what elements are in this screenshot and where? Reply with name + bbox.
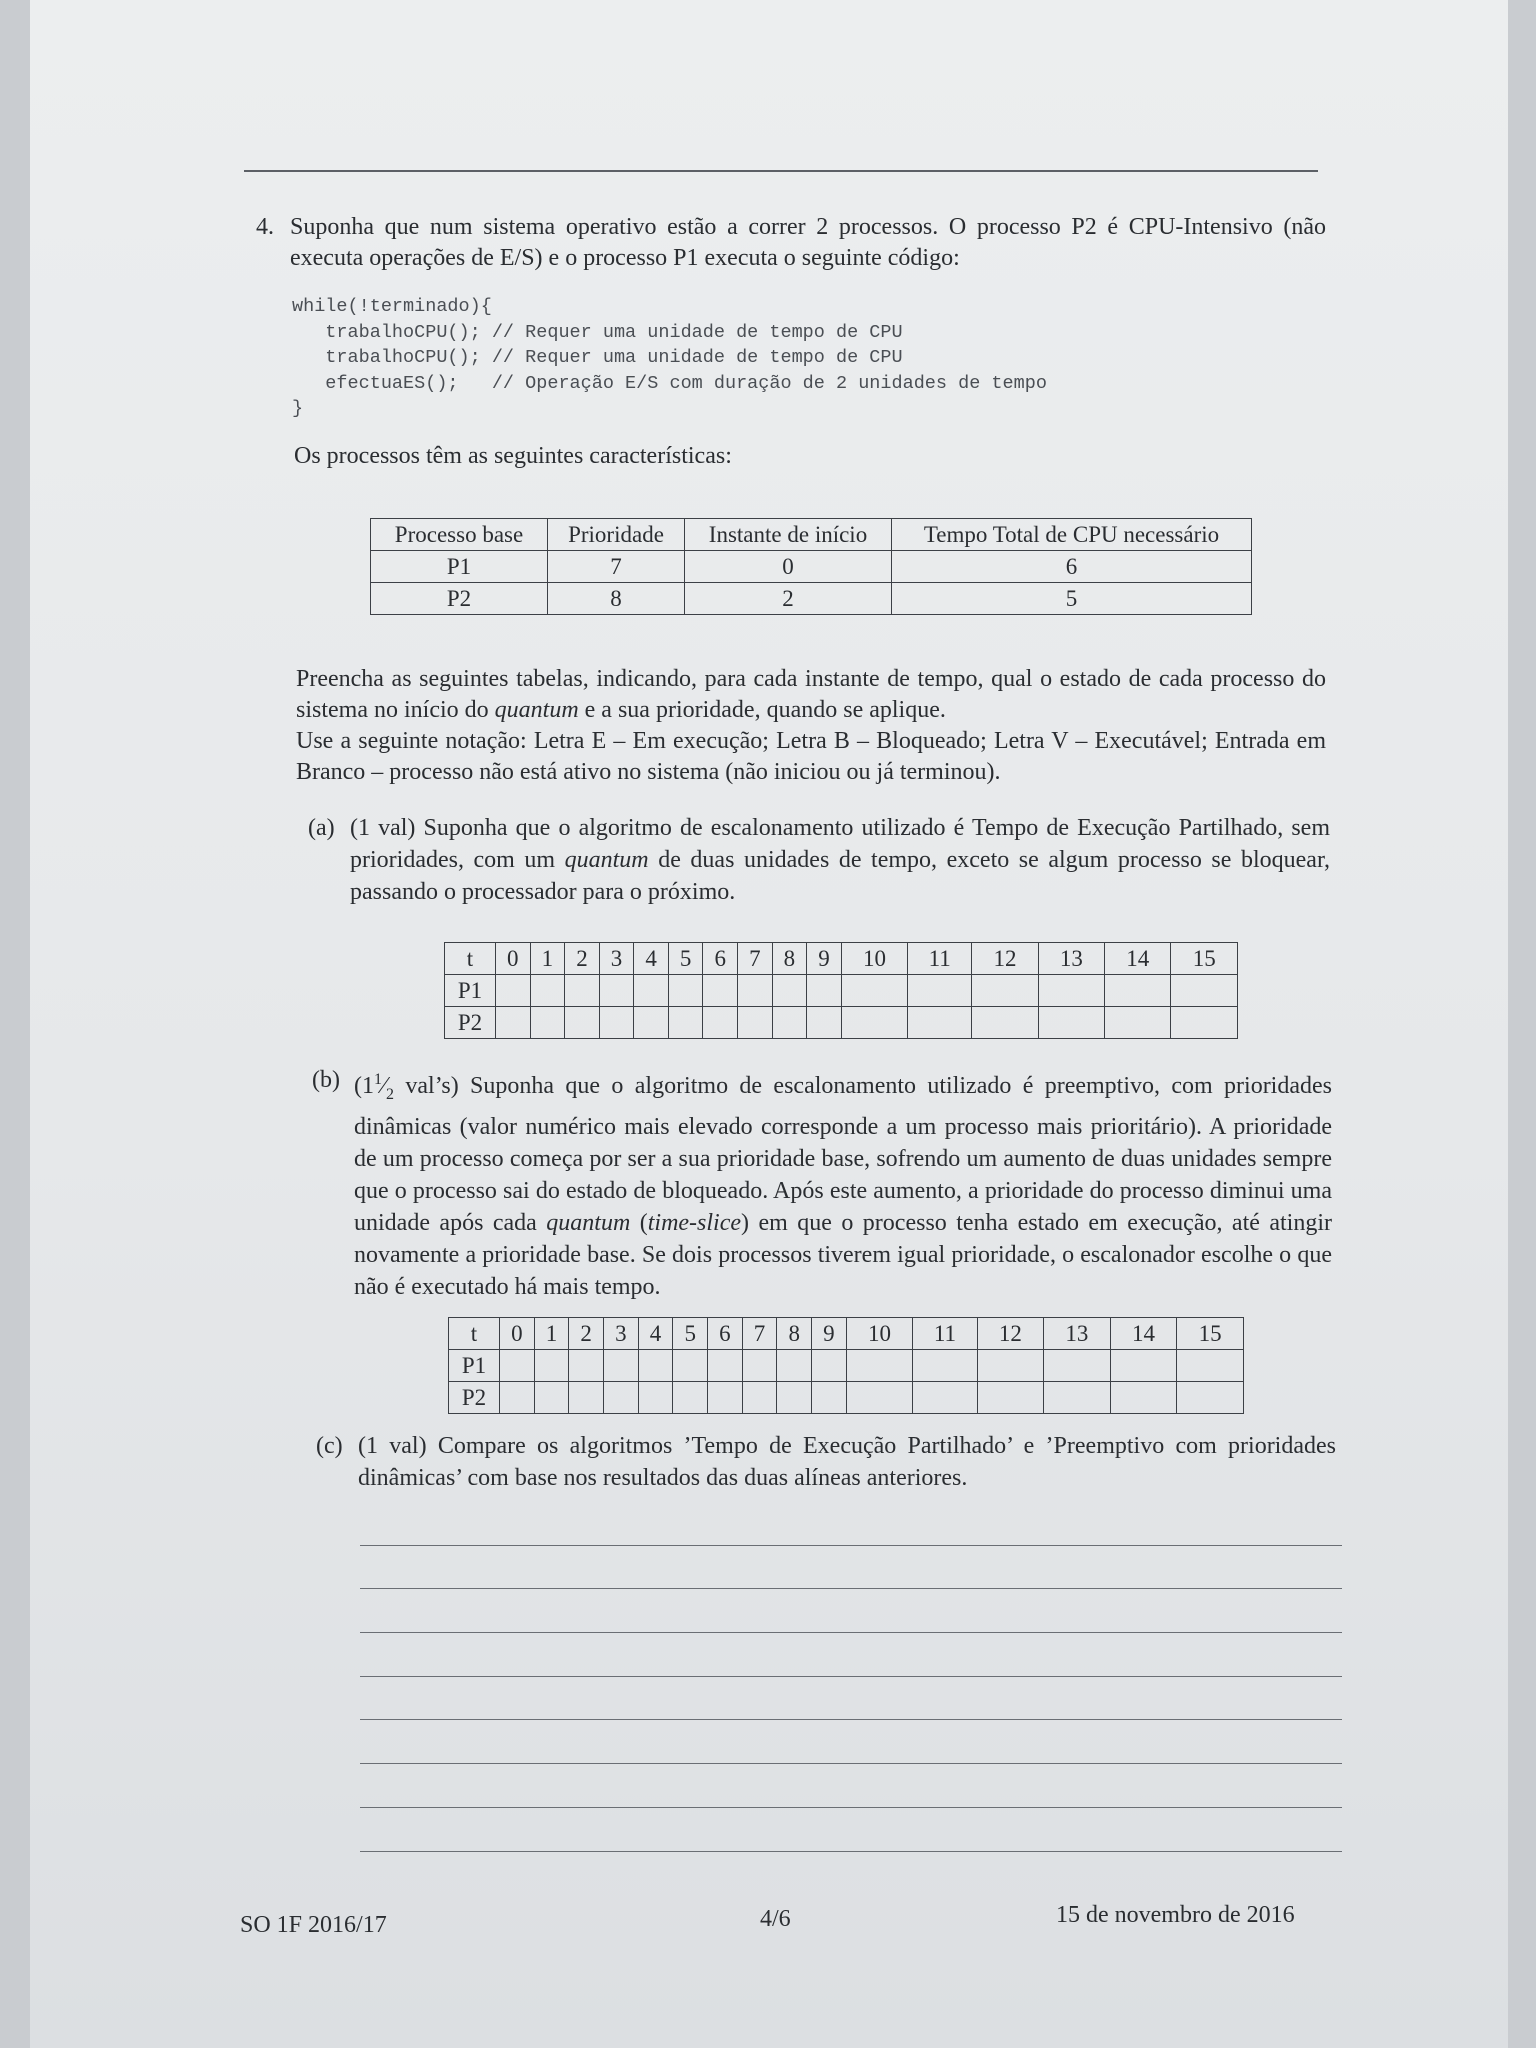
state-cell[interactable]	[496, 975, 531, 1007]
time-header-cell: 1	[534, 1318, 569, 1350]
process-label-cell: P1	[445, 975, 496, 1007]
notation-text: Use a seguinte notação: Letra E – Em execução; Letra B – Bloqueado; Letra V – Executável; Entrada em Branco – processo não está ativo no sistema (não iniciou ou já terminou).	[296, 728, 1326, 785]
question-4	[256, 212, 1326, 274]
code-line: efectuaES(); // Operação E/S com duração de 2 unidades de tempo	[292, 372, 1047, 394]
time-header-row	[449, 1318, 1244, 1350]
state-cell[interactable]	[812, 1382, 847, 1414]
state-cell[interactable]	[604, 1350, 639, 1382]
p1-row	[449, 1350, 1244, 1382]
footer-date: 15 de novembro de 2016	[1056, 1902, 1295, 1928]
table-row	[371, 551, 1252, 583]
state-cell[interactable]	[846, 1382, 913, 1414]
process-label-cell: P1	[449, 1350, 500, 1382]
time-header-cell: 4	[634, 943, 669, 975]
state-cell[interactable]	[673, 1350, 708, 1382]
state-cell[interactable]	[668, 975, 703, 1007]
p1-row	[445, 975, 1238, 1007]
state-cell[interactable]	[530, 1007, 565, 1039]
state-cell[interactable]	[565, 975, 600, 1007]
state-cell[interactable]	[977, 1350, 1044, 1382]
state-cell[interactable]	[772, 975, 807, 1007]
state-cell[interactable]	[708, 1350, 743, 1382]
header-rule	[244, 170, 1318, 172]
time-header-cell: 5	[673, 1318, 708, 1350]
state-cell[interactable]	[738, 975, 773, 1007]
part-text: (1 val) Compare os algoritmos ’Tempo de Execução Partilhado’ e ’Preemptivo com prioridades dinâmicas’ com base nos resultados das duas alíneas anteriores.	[358, 1433, 1336, 1491]
state-cell[interactable]	[634, 975, 669, 1007]
state-cell[interactable]	[604, 1382, 639, 1414]
time-header-cell: 2	[569, 1318, 604, 1350]
cell: 5	[892, 583, 1252, 615]
state-cell[interactable]	[500, 1350, 535, 1382]
state-cell[interactable]	[1038, 975, 1104, 1007]
header-cell: Processo base	[371, 519, 548, 551]
code-line: }	[292, 398, 304, 419]
answer-lines	[360, 1502, 1342, 1852]
part-text-segment: (1 val) Suponha que o algoritmo de escalonamento utilizado é Tempo de Execução Partilhado, sem prioridades, com um	[350, 815, 1330, 873]
time-header-cell: 14	[1110, 1318, 1177, 1350]
part-b	[312, 1064, 1332, 1303]
time-label-cell: t	[449, 1318, 500, 1350]
time-header-cell: 13	[1038, 943, 1104, 975]
state-cell[interactable]	[668, 1007, 703, 1039]
part-text-segment: de duas unidades de tempo, exceto se algum processo se bloquear, passando o processador para o próximo.	[350, 847, 1330, 905]
state-cell[interactable]	[742, 1350, 777, 1382]
code-line: trabalhoCPU(); // Requer uma unidade de tempo de CPU	[292, 321, 903, 343]
fraction-numerator: 1	[374, 1071, 382, 1088]
state-cell[interactable]	[703, 975, 738, 1007]
p2-row	[445, 1007, 1238, 1039]
time-header-cell: 3	[599, 943, 634, 975]
answer-line[interactable]	[360, 1502, 1342, 1546]
state-cell[interactable]	[534, 1350, 569, 1382]
time-header-cell: 11	[913, 1318, 977, 1350]
instructions-text: e a sua prioridade, quando se aplique.	[578, 697, 946, 723]
time-header-cell: 0	[496, 943, 531, 975]
time-header-cell: 0	[500, 1318, 535, 1350]
emphasis: quantum	[564, 847, 649, 873]
state-cell[interactable]	[708, 1382, 743, 1414]
time-header-cell: 9	[812, 1318, 847, 1350]
header-cell: Instante de início	[685, 519, 892, 551]
state-cell[interactable]	[1110, 1382, 1177, 1414]
state-cell[interactable]	[569, 1350, 604, 1382]
state-cell[interactable]	[812, 1350, 847, 1382]
state-cell[interactable]	[777, 1350, 812, 1382]
answer-line[interactable]	[360, 1677, 1342, 1721]
state-cell[interactable]	[1110, 1350, 1177, 1382]
cell: 0	[685, 551, 892, 583]
state-cell[interactable]	[1105, 975, 1171, 1007]
state-cell[interactable]	[530, 975, 565, 1007]
part-text: ($1^1⁄_2$ val’s) Suponha que o algoritmo de escalonamento utilizado é preemptivo, com prioridades dinâmicas (valor numérico mais elevado corresponde a um processo mais prioritário). A prioridade de um processo começa por ser a sua prioridade base, sofrendo um aumento de duas unidades sempre que o processo sai do estado de bloqueado. Após este aumento, a prioridade do processo diminui uma unidade após cada quantum (time-slice) em que o processo tenha estado em execução, até atingir novamente a prioridade base. Se dois processos tiverem igual prioridade, o escalonador escolhe o que não é executado há mais tempo.	[354, 1071, 1332, 1300]
header-cell: Tempo Total de CPU necessário	[892, 519, 1252, 551]
part-text	[350, 812, 1330, 908]
question-text: Suponha que num sistema operativo estão a correr 2 processos. O processo P2 é CPU-Intensivo (não executa operações de E/S) e o processo P1 executa o seguinte código:	[290, 214, 1326, 271]
process-label-cell: P2	[449, 1382, 500, 1414]
state-cell[interactable]	[742, 1382, 777, 1414]
fraction-denominator: 2	[386, 1085, 395, 1103]
footer-course: SO 1F 2016/17	[240, 1912, 387, 1938]
question-number: 4.	[256, 214, 274, 240]
header-cell: Prioridade	[548, 519, 685, 551]
state-cell[interactable]	[496, 1007, 531, 1039]
state-cell[interactable]	[913, 1350, 977, 1382]
emphasis: quantum	[546, 1209, 631, 1236]
state-cell[interactable]	[500, 1382, 535, 1414]
time-header-cell: 6	[708, 1318, 743, 1350]
part-text-segment: ) em que o processo tenha estado em execução, até atingir novamente a prioridade base. Se dois processos tiverem igual prioridade, o escalonador escolhe o que não é executado há mais tempo.	[354, 1209, 1332, 1300]
timeline-table-a	[444, 942, 1238, 1039]
state-cell[interactable]	[972, 1007, 1038, 1039]
state-cell[interactable]	[569, 1382, 604, 1414]
exam-page	[30, 0, 1508, 2048]
state-cell[interactable]	[1038, 1007, 1104, 1039]
state-cell[interactable]	[703, 1007, 738, 1039]
answer-line[interactable]	[360, 1720, 1342, 1764]
time-header-cell: 12	[977, 1318, 1044, 1350]
state-cell[interactable]	[807, 975, 842, 1007]
part-label: (c)	[316, 1433, 343, 1459]
table-intro: Os processos têm as seguintes características:	[294, 443, 732, 469]
state-cell[interactable]	[1171, 975, 1238, 1007]
cell: P2	[371, 583, 548, 615]
cell: P1	[371, 551, 548, 583]
cell: 7	[548, 551, 685, 583]
time-header-cell: 11	[908, 943, 972, 975]
state-cell[interactable]	[841, 975, 907, 1007]
part-text-segment: (	[630, 1209, 648, 1236]
process-label-cell: P2	[445, 1007, 496, 1039]
time-header-cell: 9	[807, 943, 842, 975]
state-cell[interactable]	[841, 1007, 907, 1039]
code-line: trabalhoCPU(); // Requer uma unidade de tempo de CPU	[292, 347, 903, 368]
state-cell[interactable]	[1044, 1350, 1111, 1382]
part-label: (a)	[308, 815, 335, 841]
answer-line[interactable]	[360, 1808, 1342, 1852]
state-cell[interactable]	[908, 975, 972, 1007]
time-header-cell: 15	[1171, 943, 1238, 975]
state-cell[interactable]	[1171, 1007, 1238, 1039]
cell: 8	[548, 583, 685, 615]
time-header-cell: 8	[772, 943, 807, 975]
time-header-cell: 7	[738, 943, 773, 975]
instructions-text: Preencha as seguintes tabelas, indicando, para cada instante de tempo, qual o estado de cada processo do sistema no início do	[296, 666, 1326, 723]
time-header-cell: 8	[777, 1318, 812, 1350]
time-header-cell: 15	[1177, 1318, 1244, 1350]
time-label-cell: t	[445, 943, 496, 975]
state-cell[interactable]	[777, 1382, 812, 1414]
state-cell[interactable]	[673, 1382, 708, 1414]
state-cell[interactable]	[565, 1007, 600, 1039]
footer-page-number: 4/6	[760, 1906, 791, 1932]
state-cell[interactable]	[908, 1007, 972, 1039]
part-c	[316, 1430, 1336, 1494]
state-cell[interactable]	[599, 975, 634, 1007]
state-cell[interactable]	[634, 1007, 669, 1039]
instructions	[296, 664, 1326, 788]
part-a	[308, 812, 1330, 908]
answer-line[interactable]	[360, 1546, 1342, 1590]
time-header-cell: 1	[530, 943, 565, 975]
state-cell[interactable]	[1105, 1007, 1171, 1039]
state-cell[interactable]	[1177, 1382, 1244, 1414]
p2-row	[449, 1382, 1244, 1414]
time-header-cell: 12	[972, 943, 1038, 975]
timeline-table-b	[448, 1317, 1244, 1414]
time-header-cell: 10	[846, 1318, 913, 1350]
process-table	[370, 518, 1252, 615]
emphasis: quantum	[494, 697, 579, 723]
time-header-row	[445, 943, 1238, 975]
state-cell[interactable]	[599, 1007, 634, 1039]
code-block	[292, 294, 1047, 422]
state-cell[interactable]	[638, 1350, 673, 1382]
part-label: (b)	[312, 1067, 340, 1093]
time-header-cell: 4	[638, 1318, 673, 1350]
state-cell[interactable]	[1044, 1382, 1111, 1414]
answer-line[interactable]	[360, 1589, 1342, 1633]
time-header-cell: 3	[604, 1318, 639, 1350]
time-header-cell: 2	[565, 943, 600, 975]
process-table-header	[371, 519, 1252, 551]
state-cell[interactable]	[807, 1007, 842, 1039]
state-cell[interactable]	[772, 1007, 807, 1039]
state-cell[interactable]	[738, 1007, 773, 1039]
state-cell[interactable]	[638, 1382, 673, 1414]
time-header-cell: 10	[841, 943, 907, 975]
time-header-cell: 7	[742, 1318, 777, 1350]
emphasis: time-slice	[647, 1209, 742, 1236]
state-cell[interactable]	[534, 1382, 569, 1414]
state-cell[interactable]	[913, 1382, 977, 1414]
state-cell[interactable]	[846, 1350, 913, 1382]
cell: 6	[892, 551, 1252, 583]
table-row	[371, 583, 1252, 615]
code-line: while(!terminado){	[292, 296, 492, 317]
cell: 2	[685, 583, 892, 615]
state-cell[interactable]	[1177, 1350, 1244, 1382]
fraction-whole: (1	[354, 1073, 374, 1099]
answer-line[interactable]	[360, 1633, 1342, 1677]
time-header-cell: 14	[1105, 943, 1171, 975]
state-cell[interactable]	[977, 1382, 1044, 1414]
part-text-segment: val’s) Suponha que o algoritmo de escalonamento utilizado é preemptivo, com prioridades dinâmicas (valor numérico mais elevado corresponde a um processo mais prioritário). A prioridade de um processo começa por ser a sua prioridade base, sofrendo um aumento de duas unidades sempre que o processo sai do estado de bloqueado. Após este aumento, a prioridade do processo diminui uma unidade após cada	[354, 1073, 1332, 1236]
answer-line[interactable]	[360, 1764, 1342, 1808]
state-cell[interactable]	[972, 975, 1038, 1007]
time-header-cell: 5	[668, 943, 703, 975]
time-header-cell: 6	[703, 943, 738, 975]
time-header-cell: 13	[1044, 1318, 1111, 1350]
